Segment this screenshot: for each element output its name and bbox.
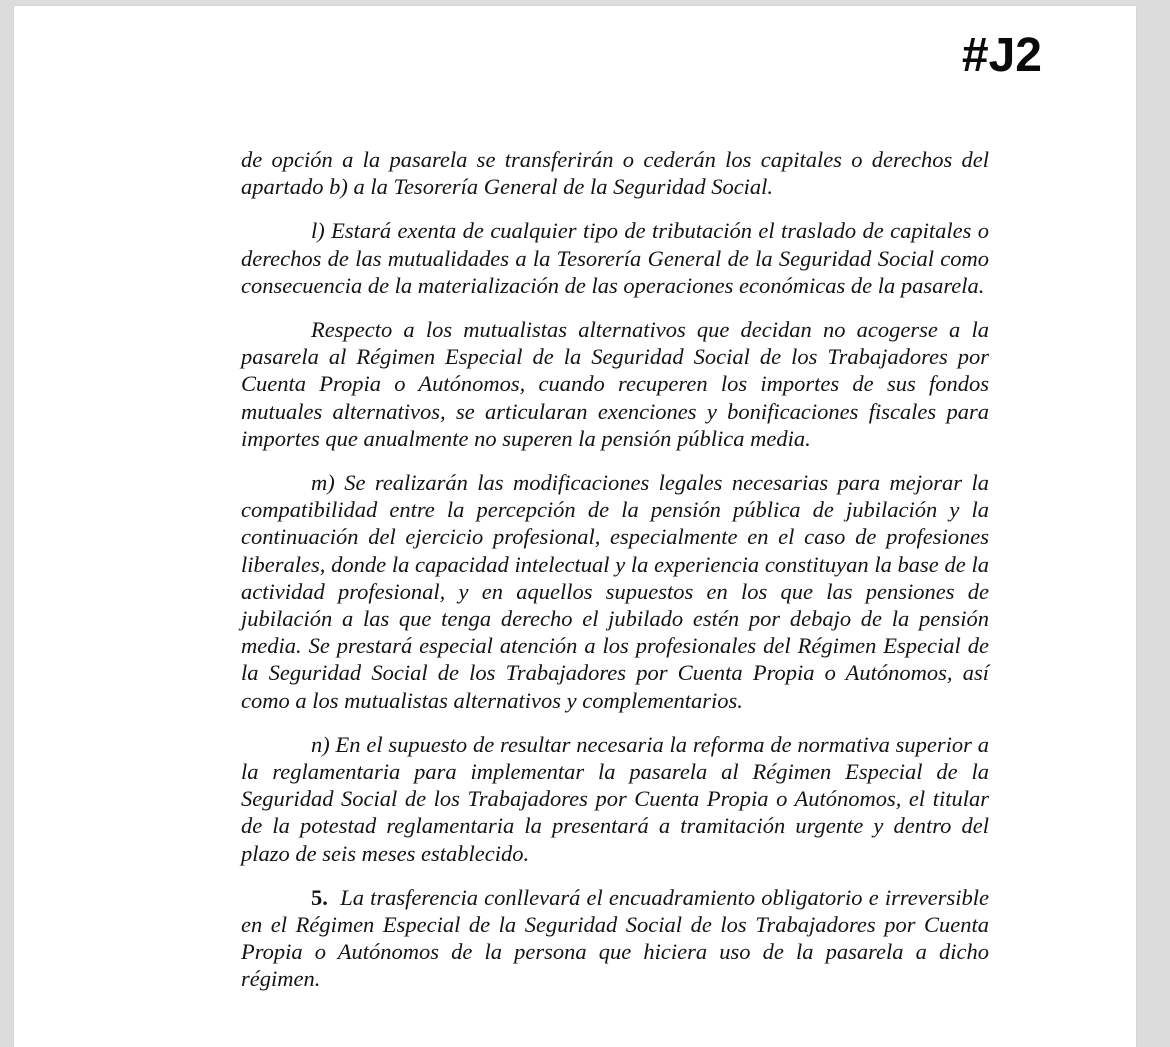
paragraph-m: m) Se realizarán las modificaciones legales necesarias para mejorar la compatibilidad entre la percepción de la pensión pública de jubilación y la continuación del ejercicio profesional, especialmente en el caso de profesiones liberales, donde la capacidad intelectual y la experiencia constituyan la base de la actividad profesional, y en aquellos supuestos en los que las pensiones de jubilación a las que tenga derecho el jubilado estén por debajo de la pensión media. Se prestará especial atención a los profesionales del Régimen Especial de la Seguridad Social de los Trabajadores por Cuenta Propia o Autónomos, así como a los mutualistas alternativos y complementarios.	[241, 470, 989, 713]
paragraph-n: n) En el supuesto de resultar necesaria la reforma de normativa superior a la reglamentaria para implementar la pasarela al Régimen Especial de la Seguridad Social de los Trabajadores por Cuenta Propia o Autónomos, el titular de la potestad reglamentaria la presentará a tramitación urgente y dentro del plazo de seis meses establecido.	[241, 731, 989, 866]
paragraph-mutualistas: Respecto a los mutualistas alternativos que decidan no acogerse a la pasarela al Régimen Especial de la Seguridad Social de los Trabajadores por Cuenta Propia o Autónomos, cuando recuperen los importes de sus fondos mutuales alternativos, se articularan exenciones y bonificaciones fiscales para importes que anualmente no superen la pensión pública media.	[241, 317, 989, 451]
page-tag: #J2	[961, 29, 1042, 82]
paragraph-continuation: de opción a la pasarela se transferirán o cederán los capitales o derechos del apartado b) a la Tesorería General de la Seguridad Social.	[241, 147, 989, 200]
paragraph-5-text: La trasferencia conllevará el encuadramiento obligatorio e irreversible en el Régimen Especial de la Seguridad Social de los Trabajadores por Cuenta Propia o Autónomos de la persona que hiciera uso de la pasarela a dicho régimen.	[241, 884, 989, 992]
paragraph-5	[241, 884, 989, 993]
paragraph-5-number: 5.	[311, 884, 328, 910]
document-page	[14, 6, 1136, 1047]
paragraph-l: l) Estará exenta de cualquier tipo de tributación el traslado de capitales o derechos de las mutualidades a la Tesorería General de la Seguridad Social como consecuencia de la materialización de las operaciones económicas de la pasarela.	[241, 218, 989, 298]
document-body	[241, 146, 989, 993]
